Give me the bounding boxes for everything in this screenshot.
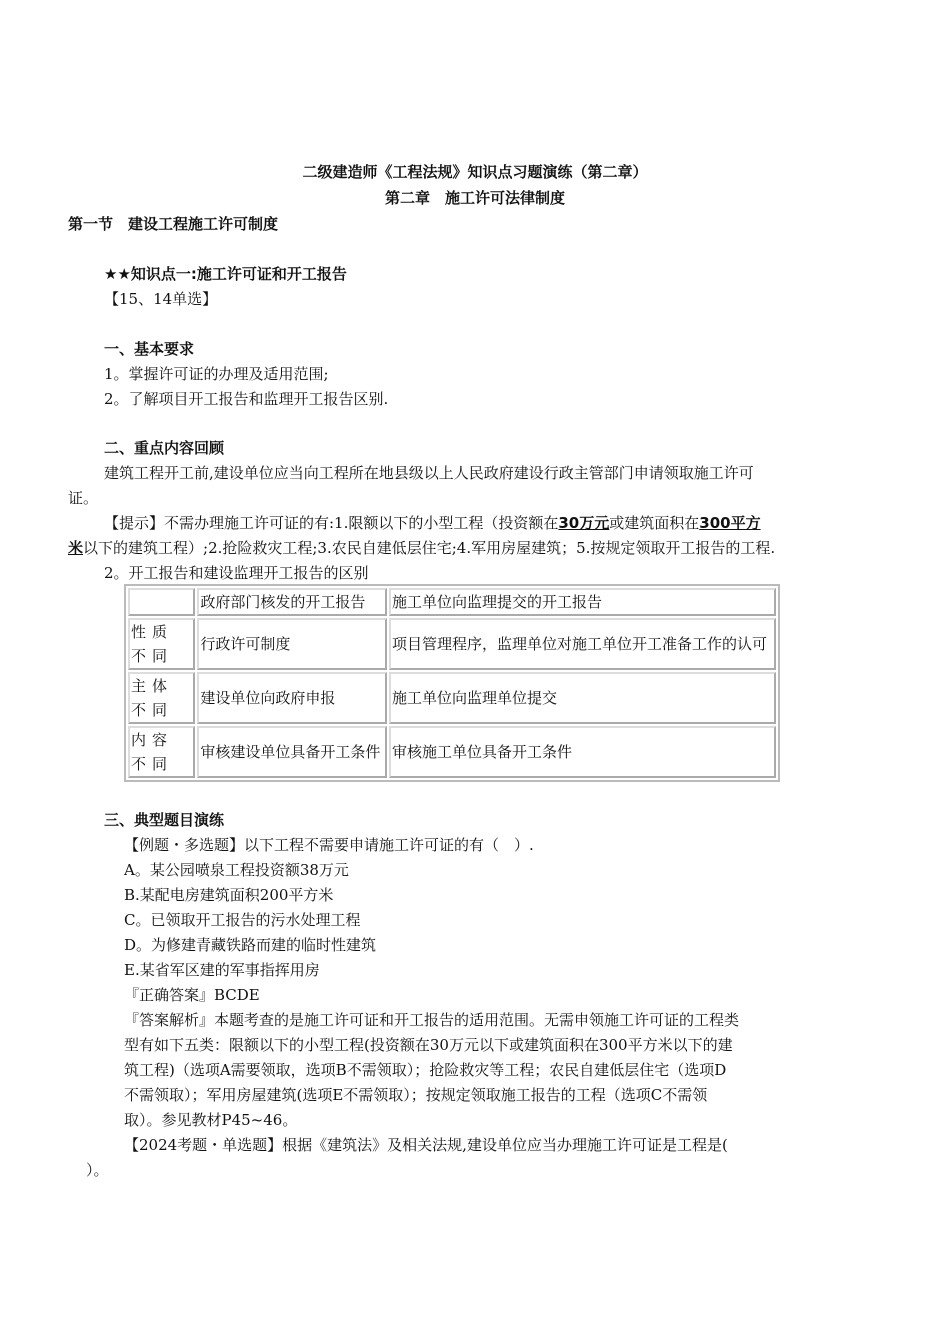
table-row bbox=[128, 672, 776, 724]
tip-line bbox=[104, 511, 761, 535]
table-header-row bbox=[128, 588, 776, 616]
question-option: A。某公园喷泉工程投资额38万元 bbox=[124, 861, 349, 879]
tip-emphasis: 300平方 bbox=[699, 514, 761, 532]
tip-text: 以下的建筑工程）;2.抢险救灾工程;3.农民自建低层住宅;4.军用房屋建筑；5.按规定领取开工报告的工程. bbox=[83, 539, 776, 557]
table-cell: 内容不同 bbox=[128, 726, 195, 778]
comparison-title: 2。开工报告和建设监理开工报告的区别 bbox=[104, 564, 369, 582]
question-option: E.某省军区建的军事指挥用房 bbox=[124, 961, 320, 979]
chapter-title: 第二章 施工许可法律制度 bbox=[384, 189, 565, 207]
correct-answer: 『正确答案』BCDE bbox=[124, 986, 260, 1004]
table-cell: 审核施工单位具备开工条件 bbox=[389, 726, 776, 778]
table-header-cell bbox=[128, 588, 195, 616]
comparison-table bbox=[124, 584, 780, 782]
review-paragraph-line: 建筑工程开工前,建设单位应当向工程所在地县级以上人民政府建设行政主管部门申请领取施工许可 bbox=[104, 464, 754, 482]
requirement-item: 2。了解项目开工报告和监理开工报告区别. bbox=[104, 390, 389, 408]
review-paragraph-line: 证。 bbox=[68, 489, 99, 507]
answer-explanation-line: 型有如下五类：限额以下的小型工程(投资额在30万元以下或建筑面积在300平方米以下的建 bbox=[124, 1036, 733, 1054]
section-title: 第一节 建设工程施工许可制度 bbox=[68, 215, 279, 233]
table-cell: 建设单位向政府申报 bbox=[197, 672, 387, 724]
review-heading: 二、重点内容回顾 bbox=[104, 439, 225, 457]
question-option: D。为修建青藏铁路而建的临时性建筑 bbox=[124, 936, 377, 954]
table-row bbox=[128, 726, 776, 778]
tip-line bbox=[68, 536, 775, 560]
knowledge-point-title: ★★知识点一:施工许可证和开工报告 bbox=[104, 265, 347, 283]
table-cell: 性质不同 bbox=[128, 618, 195, 670]
tip-text: 【提示】不需办理施工许可证的有:1.限额以下的小型工程（投资额在 bbox=[104, 514, 559, 532]
table-header-cell: 施工单位向监理提交的开工报告 bbox=[389, 588, 776, 616]
requirement-item: 1。掌握许可证的办理及适用范围; bbox=[104, 365, 329, 383]
answer-explanation-line: 筑工程)（选项A需要领取，选项B不需领取）；抢险救灾等工程；农民自建低层住宅（选项D bbox=[124, 1061, 727, 1079]
tip-emphasis: 30万元 bbox=[558, 514, 610, 532]
table-cell: 行政许可制度 bbox=[197, 618, 387, 670]
table-row bbox=[128, 618, 776, 670]
question-stem: ）。 bbox=[86, 1161, 109, 1179]
answer-explanation-line: 不需领取）；军用房屋建筑(选项E不需领取）；按规定领取施工报告的工程（选项C不需领 bbox=[124, 1086, 708, 1104]
tip-text: 或建筑面积在 bbox=[609, 514, 700, 532]
requirements-heading: 一、基本要求 bbox=[104, 340, 195, 358]
knowledge-point-tag: 【15、14单选】 bbox=[104, 290, 218, 308]
tip-emphasis: 米 bbox=[68, 539, 84, 557]
question-option: C。已领取开工报告的污水处理工程 bbox=[124, 911, 361, 929]
table-cell: 主体不同 bbox=[128, 672, 195, 724]
table-cell: 项目管理程序，监理单位对施工单位开工准备工作的认可 bbox=[389, 618, 776, 670]
table-cell: 审核建设单位具备开工条件 bbox=[197, 726, 387, 778]
question-stem: 【例题・多选题】以下工程不需要申请施工许可证的有（ ）. bbox=[124, 836, 534, 854]
table-header-cell: 政府部门核发的开工报告 bbox=[197, 588, 387, 616]
practice-heading: 三、典型题目演练 bbox=[104, 811, 225, 829]
table-cell: 施工单位向监理单位提交 bbox=[389, 672, 776, 724]
answer-explanation-line: 『答案解析』本题考查的是施工许可证和开工报告的适用范围。无需申领施工许可证的工程类 bbox=[124, 1011, 740, 1029]
question-option: B.某配电房建筑面积200平方米 bbox=[124, 886, 334, 904]
document-title: 二级建造师《工程法规》知识点习题演练（第二章） bbox=[302, 163, 648, 181]
answer-explanation-line: 取）。参见教材P45~46。 bbox=[124, 1111, 298, 1129]
question-stem: 【2024考题・单选题】根据《建筑法》及相关法规,建设单位应当办理施工许可证是工程是( bbox=[124, 1136, 728, 1154]
